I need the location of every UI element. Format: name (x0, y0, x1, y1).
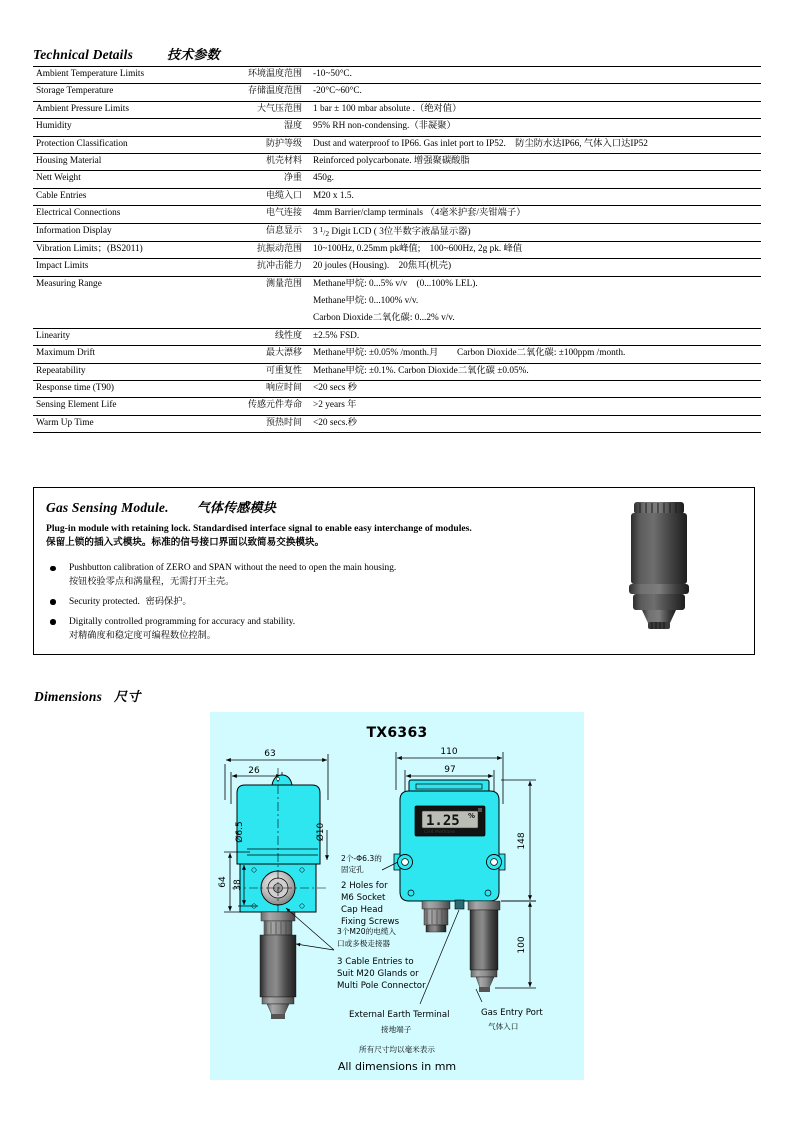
spec-label-en: Ambient Pressure Limits (33, 101, 211, 118)
spec-label-en: Protection Classification (33, 136, 211, 153)
spec-value: 95% RH non-condensing.（非凝聚） (307, 119, 761, 136)
gas-module-heading-cn: 气体传感模块 (196, 501, 276, 516)
callout-cable-en-1: 3 Cable Entries to (337, 957, 414, 967)
callout-holes-en-2: M6 Socket (341, 893, 386, 903)
callout-holes-en-4: Fixing Screws (341, 917, 400, 927)
gas-sensor-module-image (616, 500, 702, 637)
spec-label-en: Electrical Connections (33, 206, 211, 223)
bullet-dot-icon (50, 599, 56, 605)
gas-module-bullet (48, 616, 608, 643)
spec-value: Methane甲烷: ±0.05% /month.月 Carbon Dioxide二氧化碳: ±100ppm /month. (307, 346, 761, 363)
gas-module-bullet-cn: 密码保护。 (139, 595, 192, 607)
spec-value: 1 bar ± 100 mbar absolute .（绝对值） (307, 101, 761, 118)
dim-label-diameter-6-5: Ø6.5 (235, 821, 245, 843)
spec-row (33, 241, 761, 258)
spec-label-en: Measuring Range (33, 276, 211, 328)
spec-row (33, 84, 761, 101)
side-view-top-boss (272, 775, 292, 785)
side-view-sensor-assembly (260, 912, 296, 1019)
spec-label-en: Humidity (33, 119, 211, 136)
spec-label-cn: 最大漂移 (211, 346, 307, 363)
gas-module-bullet (48, 596, 608, 609)
spec-label-en: Impact Limits (33, 259, 211, 276)
spec-row (33, 363, 761, 380)
gas-module-lead-cn: 保留上锁的插入式模块。标准的信号接口界面以致简易交换模块。 (46, 536, 325, 548)
front-view-cable-gland (422, 901, 450, 932)
callout-earth-en: External Earth Terminal (349, 1010, 450, 1020)
spec-label-en: Cable Entries (33, 188, 211, 205)
dim-label-110: 110 (440, 747, 458, 757)
dimensions-heading-en: Dimensions (34, 689, 103, 704)
specifications-table (33, 66, 761, 433)
spec-label-cn: 响应时间 (211, 381, 307, 398)
callout-earth-cn: 接地端子 (381, 1025, 412, 1034)
spec-value: Methane甲烷: ±0.1%. Carbon Dioxide二氧化碳 ±0.05%. (307, 363, 761, 380)
spec-label-cn: 防护等级 (211, 136, 307, 153)
spec-label-en: Ambient Temperature Limits (33, 67, 211, 84)
spec-value: ±2.5% FSD. (307, 328, 761, 345)
gas-module-bullet-en: Pushbutton calibration of ZERO and SPAN without the need to open the main housing. (69, 563, 397, 573)
spec-row (33, 276, 761, 328)
spec-label-en: Housing Material (33, 153, 211, 170)
callout-holes-en-1: 2 Holes for (341, 881, 388, 891)
spec-label-cn: 测量范围 (211, 276, 307, 328)
spec-row (33, 415, 761, 432)
dim-label-diameter-10: Ø10 (316, 822, 326, 842)
footnote-cn: 所有尺寸均以毫米表示 (359, 1045, 435, 1054)
spec-label-en: Storage Temperature (33, 84, 211, 101)
spec-row (33, 101, 761, 118)
gas-module-bullet-list (48, 562, 608, 649)
gas-module-bullet (48, 562, 608, 589)
technical-details-heading (33, 44, 761, 63)
spec-label-cn: 可重复性 (211, 363, 307, 380)
callout-gas-port-en: Gas Entry Port (481, 1008, 543, 1018)
spec-label-cn: 线性度 (211, 328, 307, 345)
spec-row (33, 328, 761, 345)
technical-details-section (33, 44, 761, 433)
spec-row (33, 259, 761, 276)
spec-label-cn: 存储温度范围 (211, 84, 307, 101)
spec-row (33, 381, 761, 398)
callout-cable-cn-1: 3个M20的电缆入 (337, 927, 397, 936)
spec-label-cn: 电气连接 (211, 206, 307, 223)
gas-module-heading-en: Gas Sensing Module. (46, 500, 169, 515)
spec-value: <20 secs 秒 (307, 381, 761, 398)
spec-value: 10~100Hz, 0.25mm pk峰值; 100~600Hz, 2g pk. 峰值 (307, 241, 761, 258)
spec-label-cn: 净重 (211, 171, 307, 188)
spec-label-cn: 预热时间 (211, 415, 307, 432)
callout-holes-cn-1: 2个-Φ6.3的 (341, 854, 382, 863)
gas-module-heading (46, 497, 276, 516)
spec-value: <20 secs.秒 (307, 415, 761, 432)
spec-row (33, 67, 761, 84)
spec-value: -10~50°C. (307, 67, 761, 84)
front-view-mount-lug-right (487, 854, 506, 870)
spec-value: 450g. (307, 171, 761, 188)
spec-row (33, 206, 761, 223)
spec-label-en: Sensing Element Life (33, 398, 211, 415)
callout-holes-cn-2: 固定孔 (341, 865, 364, 874)
spec-value: Reinforced polycarbonate. 增强聚碳酸脂 (307, 153, 761, 170)
spec-value: M20 x 1.5. (307, 188, 761, 205)
bullet-dot-icon (50, 566, 56, 572)
spec-label-cn: 大气压范围 (211, 101, 307, 118)
spec-row (33, 119, 761, 136)
spec-value-line: Methane甲烷: 0...100% v/v. (313, 296, 419, 307)
dimension-drawing-panel (210, 712, 584, 1080)
dim-100 (495, 901, 536, 988)
spec-label-en: Information Display (33, 223, 211, 241)
gas-sensing-module-panel (33, 487, 755, 655)
spec-row (33, 188, 761, 205)
spec-label-cn: 抗振动范围 (211, 241, 307, 258)
spec-label-en: Vibration Limits；(BS2011) (33, 241, 211, 258)
spec-row (33, 171, 761, 188)
spec-label-cn: 抗冲击能力 (211, 259, 307, 276)
spec-label-cn: 湿度 (211, 119, 307, 136)
technical-details-heading-en: Technical Details (33, 47, 134, 62)
spec-label-en: Linearity (33, 328, 211, 345)
bullet-dot-icon (50, 619, 56, 625)
lcd-value-text: 1.25 (426, 813, 460, 829)
callout-cable-en-2: Suit M20 Glands or (337, 969, 419, 979)
gas-module-bullet-en: Security protected. (69, 596, 140, 607)
dim-label-26: 26 (248, 766, 260, 776)
dim-label-63: 63 (264, 749, 276, 759)
spec-row (33, 398, 761, 415)
spec-value (307, 276, 761, 328)
dimensions-heading-cn: 尺寸 (114, 690, 141, 705)
spec-value: 4mm Barrier/clamp terminals （4毫米护套/夹钳端子） (307, 206, 761, 223)
spec-row (33, 136, 761, 153)
gas-module-lead-text (46, 522, 606, 550)
spec-value: 20 joules (Housing). 20焦耳(机壳) (307, 259, 761, 276)
dim-label-64: 64 (218, 876, 228, 888)
spec-value-line: Methane甲烷: 0...5% v/v (0...100% LEL). (313, 278, 478, 289)
spec-label-en: Nett Weight (33, 171, 211, 188)
front-view-mount-lug-left (394, 854, 413, 870)
spec-row (33, 223, 761, 241)
dim-label-38: 38 (233, 879, 243, 891)
spec-label-en: Maximum Drift (33, 346, 211, 363)
footnote-en: All dimensions in mm (337, 1060, 457, 1073)
callout-cable-en-3: Multi Pole Connector (337, 981, 426, 991)
model-number-title: TX6363 (366, 725, 428, 741)
spec-value: -20°C~60°C. (307, 84, 761, 101)
spec-value: 3 $^1/_2$ Digit LCD ( 3位半数字液晶显示器) (307, 223, 761, 241)
spec-value-line: Carbon Dioxide二氧化碳: 0...2% v/v. (313, 313, 455, 324)
dim-label-148: 148 (517, 832, 527, 850)
spec-label-cn: 电缆入口 (211, 188, 307, 205)
gas-module-bullet-cn: 按钮校验零点和满量程，无需打开主壳。 (69, 575, 235, 587)
earth-terminal-block (455, 900, 464, 909)
spec-value: >2 years 年 (307, 398, 761, 415)
front-view-gas-sensor (468, 901, 500, 992)
lcd-unit-text: % (468, 812, 476, 820)
dim-label-97: 97 (444, 765, 456, 775)
callout-gas-port-cn: 气体入口 (488, 1022, 519, 1031)
callout-holes-en-3: Cap Head (341, 905, 383, 915)
gas-module-bullet-en: Digitally controlled programming for accuracy and stability. (69, 616, 296, 627)
spec-label-cn: 机壳材料 (211, 153, 307, 170)
gas-module-lead-en: Plug-in module with retaining lock. Standardised interface signal to enable easy interchange of modules. (46, 523, 472, 534)
dimensions-heading (34, 686, 140, 705)
technical-details-heading-cn: 技术参数 (167, 48, 220, 63)
spec-label-cn: 环境温度范围 (211, 67, 307, 84)
dim-label-100: 100 (517, 936, 527, 954)
spec-value: Dust and waterproof to IP66. Gas inlet port to IP52. 防尘防水达IP66, 气体入口达IP52 (307, 136, 761, 153)
spec-label-en: Repeatability (33, 363, 211, 380)
spec-label-en: Response time (T90) (33, 381, 211, 398)
gas-module-bullet-cn: 对精确度和稳定度可编程数位控制。 (69, 629, 216, 641)
spec-label-cn: 传感元件寿命 (211, 398, 307, 415)
lcd-indicator (478, 808, 482, 812)
spec-row (33, 346, 761, 363)
spec-label-cn: 信息显示 (211, 223, 307, 241)
spec-label-en: Warm Up Time (33, 415, 211, 432)
lcd-sublabel-text: CH4 Methane (424, 830, 456, 835)
callout-cable-cn-2: 口或多极走接器 (337, 939, 391, 948)
spec-row (33, 153, 761, 170)
